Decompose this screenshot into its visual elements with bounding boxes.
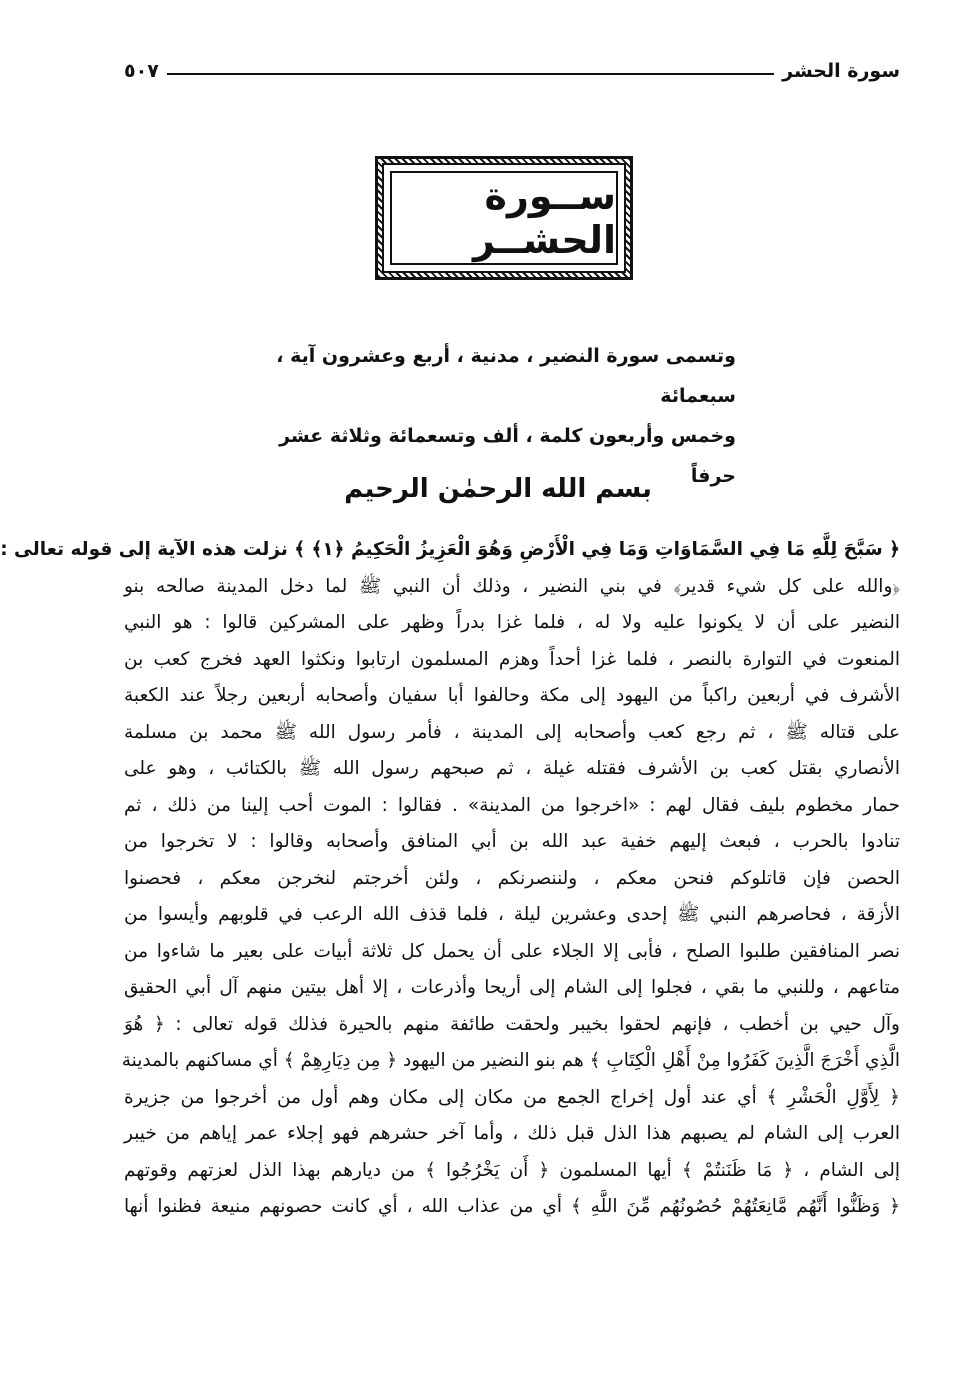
body-line: الأزقة ، فحاصرهم النبي ﷺ إحدى وعشرين ليلة ، فلما قذف الله الرعب في قلوبهم وأيسوا من — [124, 904, 900, 925]
body-line: الأنصاري بقتل كعب بن الأشرف فقتله غيلة ، ثم صبحهم رسول الله ﷺ بالكتائب ، وهو على — [124, 758, 900, 779]
body-line: ﴿ سَبَّحَ لِلَّهِ مَا فِي السَّمَاوَاتِ وَمَا فِي الْأَرْضِ وَهُوَ الْعَزِيزُ الْحَكِيمُ ﴿١﴾ ﴾ نزلت هذه الآية إلى قوله تعالى : — [0, 539, 900, 560]
body-line: الحصن فإن قاتلوكم فنحن معكم ، ولننصرنكم ، ولئن أخرجتم لنخرجن معكم ، فحصنوا — [124, 867, 900, 889]
body-line: حمار مخطوم بليف فقال لهم : «اخرجوا من المدينة» . فقالوا : الموت أحب إلينا من ذلك ، ثم — [124, 794, 900, 816]
body-line: ﴿ وَظَنُّوا أَنَّهُم مَّانِعَتُهُمْ حُصُونُهُم مِّنَ اللَّهِ ﴾ أي من عذاب الله ، أي كانت حصونهم منيعة فظنوا أنها — [124, 1196, 900, 1217]
body-line: نصر المنافقين طلبوا الصلح ، فأبى إلا الجلاء على أن يحمل كل ثلاثة أبيات على بعير ما شاءوا من — [124, 940, 900, 962]
body-line: النضير على أن لا يكونوا عليه ولا له ، فلما غزا بدراً وظهر على المشركين قالوا : هو النبي — [124, 612, 900, 633]
body-line: الَّذِي أَخْرَجَ الَّذِينَ كَفَرُوا مِنْ أَهْلِ الْكِتَابِ ﴾ هم بنو النضير من اليهود ﴿ مِن دِيَارِهِمْ ﴾ أي مساكنهم بالمدينة — [121, 1050, 900, 1071]
title-frame-inner — [390, 171, 618, 265]
surah-intro — [248, 336, 736, 496]
body-line: العرب إلى الشام لم يصبهم هذا الذل قبل ذلك ، وأما آخر حشرهم فهو إجلاء عمر إياهم من خيبر — [124, 1123, 900, 1144]
page-header — [124, 52, 900, 82]
body-line: ﴿ لِأَوَّلِ الْحَشْرِ ﴾ أي عند أول إخراج الجمع من مكان إلى مكان وهم أول من أخرجوا من جزيرة — [124, 1086, 900, 1108]
body-line: إلى الشام ، ﴿ مَا ظَنَنتُمْ ﴾ أيها المسلمون ﴿ أَن يَخْرُجُوا ﴾ من ديارهم بهذا الذل لعزتهم وقوتهم — [124, 1159, 900, 1181]
commentary-body — [0, 532, 900, 1226]
page-number: ٥٠٧ — [124, 60, 159, 82]
header-rule — [167, 73, 774, 75]
body-line: وآل حيي بن أخطب ، فإنهم لحقوا بخيبر ولحقت طائفة منهم بالحيرة فذلك قوله تعالى : ﴿ هُوَ — [124, 1013, 900, 1035]
body-line: الأشرف في أربعين راكباً من اليهود إلى مكة وحالفوا أبا سفيان وأصحابه أربعين رجلاً عند الكعبة — [124, 685, 900, 706]
intro-line: وخمس وأربعون كلمة ، ألف وتسعمائة وثلاثة عشر حرفاً — [279, 425, 736, 487]
body-line: تنادوا بالحرب ، فبعث إليهم خفية عبد الله بن أبي المنافق وأصحابه وقالوا : لا تخرجوا من — [124, 831, 900, 852]
body-line: ﴿والله على كل شيء قدير﴾ في بني النضير ، وذلك أن النبي ﷺ لما دخل المدينة صالحه بنو — [124, 575, 900, 597]
surah-title: ســورة الحشــر — [473, 174, 616, 262]
intro-line: وتسمى سورة النضير ، مدنية ، أربع وعشرون آية ، سبعمائة — [276, 345, 736, 407]
body-line: المنعوت في التوارة بالنصر ، فلما غزا أحداً وهزم المسلمون ارتابوا ونكثوا العهد فخرج كعب بن — [124, 648, 900, 670]
running-title: سورة الحشر — [782, 60, 900, 82]
body-line: على قتاله ﷺ ، ثم رجع كعب وأصحابه إلى المدينة ، فأمر رسول الله ﷺ محمد بن مسلمة — [124, 721, 900, 743]
title-frame-border — [382, 163, 626, 273]
surah-title-frame — [375, 156, 633, 280]
body-line: متاعهم ، وللنبي ما بقي ، فجلوا إلى الشام إلى أريحا وأذرعات ، إلا أهل بيتين منهم آل أبي الحقيق — [124, 977, 900, 998]
basmala: بسم الله الرحمٰن الرحيم — [344, 474, 652, 504]
